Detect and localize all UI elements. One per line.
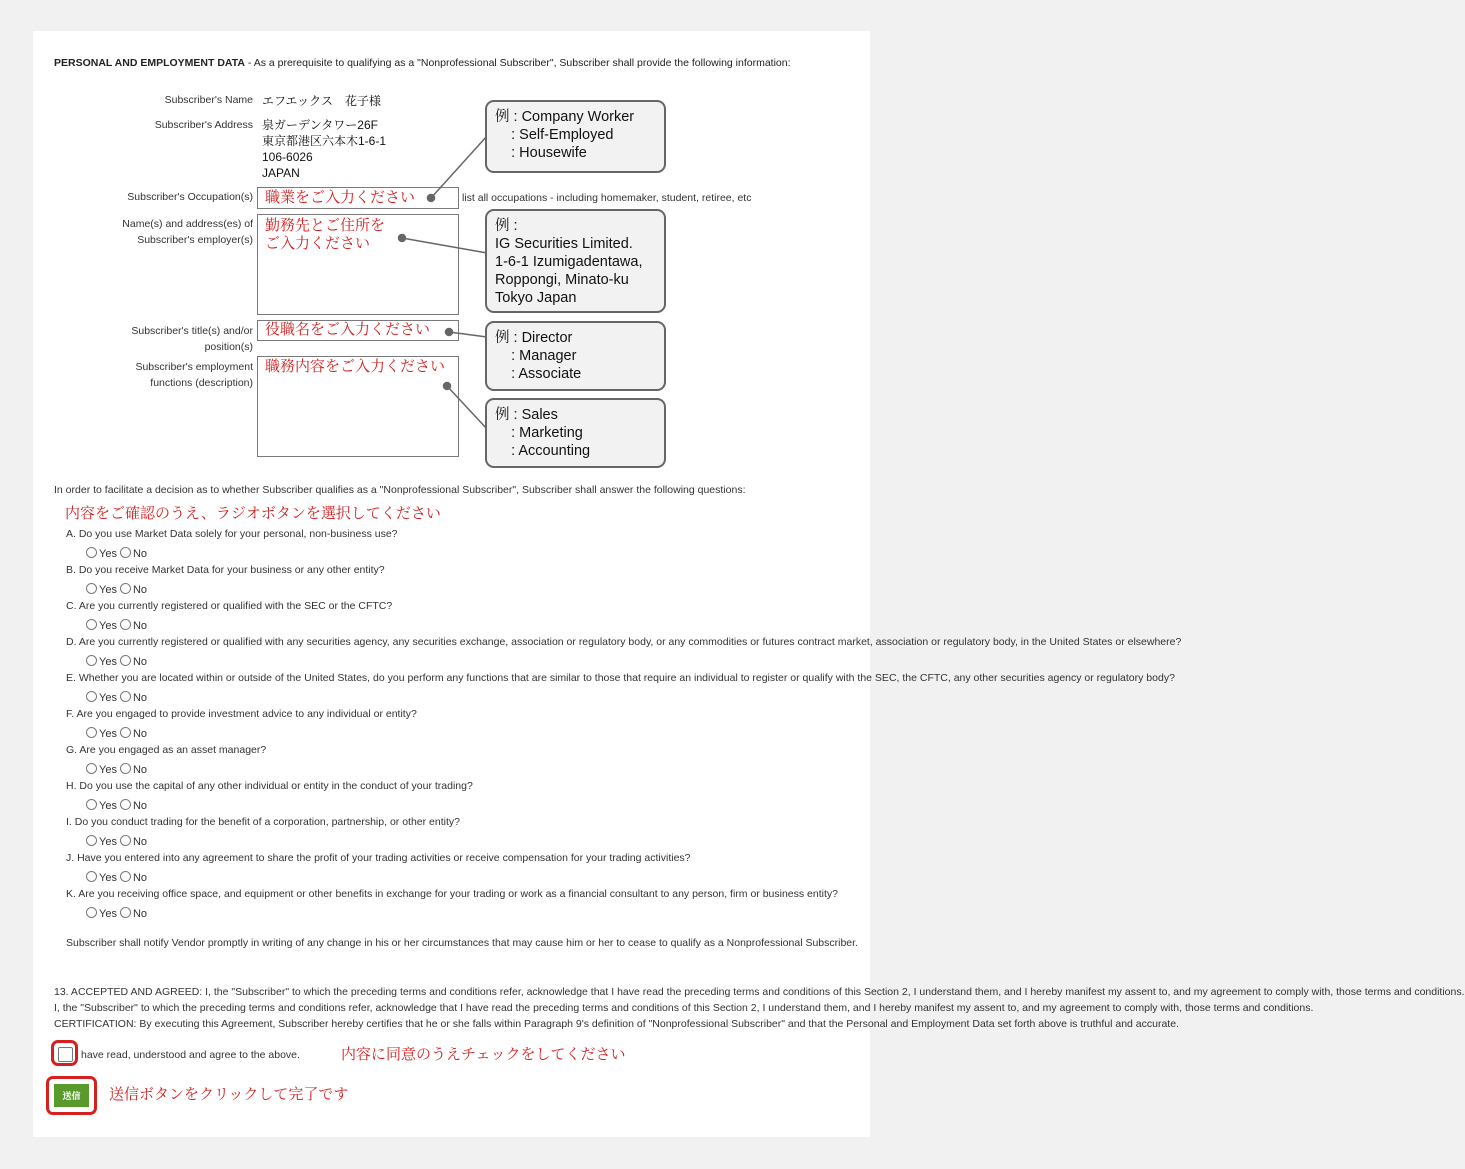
title-label-line: position(s) (204, 341, 253, 353)
connector-occupation (431, 136, 487, 198)
accepted-line-1: 13. ACCEPTED AND AGREED: I, the "Subscriber" to which the preceding terms and conditions refer, acknowledge that I have read the preceding terms and conditions of this Section 2, I understand them, and I hereby manifest my assent to, and my agreement to comply with, those terms and conditions. (54, 986, 1465, 998)
callout-employer: 例 : IG Securities Limited. 1-6-1 Izumigadentawa, Roppongi, Minato-ku Tokyo Japan (485, 209, 666, 313)
radio-yes-label: Yes (99, 692, 117, 704)
radio-yes[interactable] (86, 691, 97, 702)
radio-yes-label: Yes (99, 728, 117, 740)
radio-yes[interactable] (86, 799, 97, 810)
radio-yes-label: Yes (99, 548, 117, 560)
name-label: Subscriber's Name (164, 94, 253, 106)
radio-no-label: No (132, 584, 148, 596)
radio-no[interactable] (120, 871, 131, 882)
radio-no-label: No (132, 836, 148, 848)
agree-label: have read, understood and agree to the above. (81, 1049, 300, 1061)
question-text: I. Do you conduct trading for the benefit of a corporation, partnership, or other entity? (66, 816, 460, 828)
radio-no[interactable] (120, 727, 131, 738)
connector-functions (447, 386, 487, 429)
address-line: JAPAN (262, 166, 300, 180)
connector-dot (444, 383, 451, 390)
question-text: F. Are you engaged to provide investment advice to any individual or entity? (66, 708, 417, 720)
questions-intro: In order to facilitate a decision as to whether Subscriber qualifies as a "Nonprofessional Subscriber", Subscriber shall answer the following questions: (54, 484, 746, 496)
radio-yes[interactable] (86, 871, 97, 882)
radio-yes-label: Yes (99, 800, 117, 812)
radio-yes-label: Yes (99, 908, 117, 920)
title-annotation: 役職名をご入力ください (265, 321, 431, 338)
address-line: 106-6026 (262, 150, 313, 164)
radio-no[interactable] (120, 799, 131, 810)
radio-no-label: No (132, 728, 148, 740)
radio-yes[interactable] (86, 907, 97, 918)
submit-button[interactable]: 送信 (54, 1084, 89, 1107)
checkbox-instruction: 内容に同意のうえチェックをしてください (341, 1046, 626, 1063)
question-text: H. Do you use the capital of any other individual or entity in the conduct of your trading? (66, 780, 473, 792)
radio-no-label: No (132, 800, 148, 812)
callout-functions: 例 : Sales : Marketing : Accounting (485, 398, 666, 468)
question-options (86, 688, 147, 704)
connector-dot (446, 329, 453, 336)
functions-annotation: 職務内容をご入力ください (265, 358, 446, 375)
radio-yes[interactable] (86, 619, 97, 630)
radio-yes-label: Yes (99, 656, 117, 668)
radio-no[interactable] (120, 655, 131, 666)
title-label-line: Subscriber's title(s) and/or (131, 325, 253, 337)
employer-label-line: Subscriber's employer(s) (137, 234, 253, 246)
section-title: PERSONAL AND EMPLOYMENT DATA (54, 57, 245, 69)
occupation-annotation: 職業をご入力ください (265, 189, 416, 206)
occupation-hint: list all occupations - including homemaker, student, retiree, etc (462, 192, 752, 204)
certification-line: CERTIFICATION: By executing this Agreement, Subscriber hereby certifies that he or she falls within Paragraph 9's definition of "Nonprofessional Subscriber" and that the Personal and Employment Data set forth above is truthful and accurate. (54, 1018, 1179, 1030)
radio-no[interactable] (120, 907, 131, 918)
question-options (86, 580, 147, 596)
callout-occupation: 例 : Company Worker : Self-Employed : Housewife (485, 100, 666, 173)
question-text: A. Do you use Market Data solely for your personal, non-business use? (66, 528, 398, 540)
question-text: E. Whether you are located within or outside of the United States, do you perform any functions that are similar to those that require an individual to register or qualify with the SEC, the CFTC, any other securities agency or regulatory body? (66, 672, 1175, 684)
question-text: C. Are you currently registered or qualified with the SEC or the CFTC? (66, 600, 393, 612)
radio-no[interactable] (120, 547, 131, 558)
employer-annotation-line: 勤務先とご住所を (265, 217, 386, 234)
radio-no[interactable] (120, 619, 131, 630)
employer-label-line: Name(s) and address(es) of (122, 218, 253, 230)
radio-yes[interactable] (86, 763, 97, 774)
question-options (86, 796, 147, 812)
connector-employer (402, 238, 487, 253)
agree-checkbox[interactable] (58, 1047, 73, 1062)
radio-yes-label: Yes (99, 836, 117, 848)
name-value: エフエックス 花子様 (262, 94, 382, 108)
radio-yes[interactable] (86, 727, 97, 738)
connector-dot (399, 235, 406, 242)
question-options (86, 904, 147, 920)
question-options (86, 760, 147, 776)
radio-no[interactable] (120, 583, 131, 594)
radio-no-label: No (132, 548, 148, 560)
accepted-line-2: I, the "Subscriber" to which the preceding terms and conditions refer, acknowledge that I have read the preceding terms and conditions of this Section 2, I understand them, and I hereby manifest my assent to, and my agreement to comply with, those terms and conditions. (54, 1002, 1314, 1014)
connector-dot (428, 195, 435, 202)
radio-yes-label: Yes (99, 764, 117, 776)
radio-no-label: No (132, 872, 148, 884)
callout-connectors (33, 31, 870, 471)
radio-instruction: 内容をご確認のうえ、ラジオボタンを選択してください (65, 505, 441, 522)
radio-yes[interactable] (86, 547, 97, 558)
address-label: Subscriber's Address (154, 119, 253, 131)
radio-no[interactable] (120, 763, 131, 774)
employer-annotation-line: ご入力ください (265, 235, 371, 252)
radio-yes-label: Yes (99, 872, 117, 884)
radio-yes[interactable] (86, 835, 97, 846)
question-text: K. Are you receiving office space, and equipment or other benefits in exchange for your trading or work as a financial consultant to any person, firm or business entity? (66, 888, 838, 900)
radio-yes[interactable] (86, 655, 97, 666)
connector-title (449, 332, 487, 337)
notify-text: Subscriber shall notify Vendor promptly in writing of any change in his or her circumstances that may cause him or her to cease to qualify as a Nonprofessional Subscriber. (66, 937, 858, 949)
question-options (86, 832, 147, 848)
callout-title: 例 : Director : Manager : Associate (485, 321, 666, 391)
question-text: B. Do you receive Market Data for your business or any other entity? (66, 564, 385, 576)
radio-no[interactable] (120, 835, 131, 846)
radio-yes[interactable] (86, 583, 97, 594)
question-options (86, 868, 147, 884)
functions-label-line: Subscriber's employment (135, 361, 253, 373)
occupation-label: Subscriber's Occupation(s) (127, 191, 253, 203)
address-line: 泉ガーデンタワー26F (262, 118, 378, 132)
radio-no-label: No (132, 764, 148, 776)
question-text: D. Are you currently registered or qualified with any securities agency, any securities exchange, association or regulatory body, or any commodities or futures contract market, association or regulatory body, in the United States or elsewhere? (66, 636, 1182, 648)
submit-instruction: 送信ボタンをクリックして完了です (109, 1086, 349, 1103)
radio-no-label: No (132, 692, 148, 704)
question-options (86, 724, 147, 740)
question-text: G. Are you engaged as an asset manager? (66, 744, 267, 756)
form-page (33, 31, 1465, 1137)
radio-yes-label: Yes (99, 584, 117, 596)
question-options (86, 652, 147, 668)
radio-yes-label: Yes (99, 620, 117, 632)
address-line: 東京都港区六本木1-6-1 (262, 134, 387, 148)
radio-no-label: No (132, 620, 148, 632)
functions-label-line: functions (description) (150, 377, 253, 389)
question-text: J. Have you entered into any agreement to share the profit of your trading activities or receive compensation for your trading activities? (66, 852, 691, 864)
question-options (86, 616, 147, 632)
radio-no-label: No (132, 908, 148, 920)
question-options (86, 544, 147, 560)
section-intro: - As a prerequisite to qualifying as a "Nonprofessional Subscriber", Subscriber shall provide the following information: (244, 57, 791, 69)
radio-no-label: No (132, 656, 148, 668)
radio-no[interactable] (120, 691, 131, 702)
